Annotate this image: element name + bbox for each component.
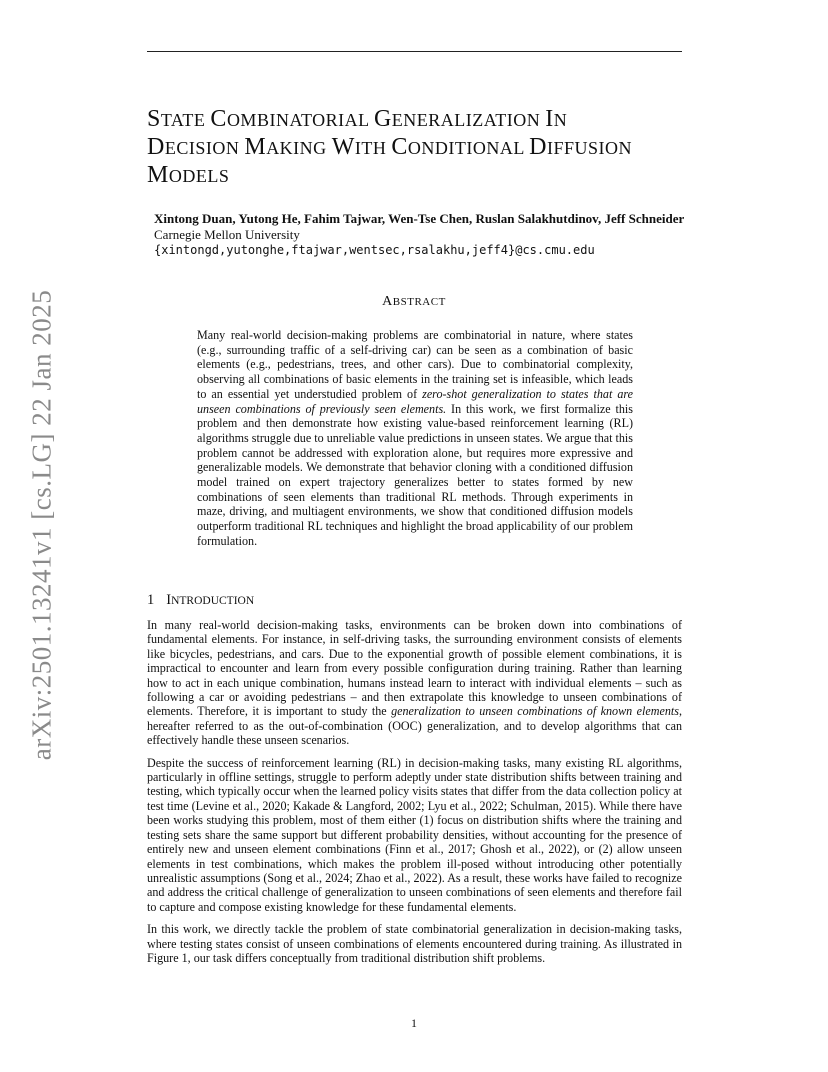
title-segment: AKING [266,138,332,158]
intro-p1-text: In many real-world decision-making tasks, environments can be broken down into combinations of fundamental elements. For instance, in self-driving tasks, the surrounding environment consists of elements like bicycles, pedestrians, and cars. Due to the exponential growth of possible element combinations, it is impractical to encounter and learn from every possible configuration during training. Rather than learning how to act in each unique combination, humans instead learn to interact with individual elements – such as following a car or avoiding pedestrians – and then extrapolate this knowledge to unseen combinations of elements. Therefore, it is important to study the [147,618,682,719]
abstract-heading [0,294,828,310]
section-title-rest: NTRODUCTION [171,595,255,607]
section-number: 1 [147,592,155,608]
title-segment: OMBINATORIAL [226,110,374,130]
title-segment: TATE [160,110,211,130]
title-segment: ENERALIZATION [391,110,546,130]
introduction-body [147,618,682,973]
intro-p1-text-continued: , hereafter referred to as the out-of-combination (OOC) generalization, and to develop algorithms that can effectively handle these unseen scenarios. [147,704,682,748]
author-emails: {xintongd,yutonghe,ftajwar,wentsec,rsalakhu,jeff4}@cs.cmu.edu [154,243,595,257]
abstract-text-continued: In this work, we first formalize this problem and then demonstrate how existing value-based reinforcement learning (RL) algorithms struggle due to unreliable value predictions in unseen states. We argue that this problem cannot be addressed with exploration alone, but requires more expressive and generalizable models. We demonstrate that behavior cloning with a conditioned diffusion model trained on expert trajectory generalizes better to states formed by new combinations of seen elements than traditional RL methods. Through experiments in maze, driving, and multiagent environments, we show that conditioned diffusion models outperform traditional RL techniques and highlight the broad applicability of our problem formulation. [197,401,633,548]
title-line [147,162,707,190]
title-line [147,106,707,134]
title-segment: I [545,106,554,132]
intro-p1-emphasis: generalization to unseen combinations of known elements [391,704,679,719]
intro-paragraph-3: In this work, we directly tackle the problem of state combinatorial generalization in decision-making tasks, where testing states consist of unseen combinations of elements encountered during training. As illustrated in Figure 1, our task differs conceptually from traditional distribution shift problems. [147,922,682,965]
paper-title [147,106,707,190]
title-segment: C [210,106,227,132]
abstract [197,328,633,549]
title-segment: IFFUSION [547,138,633,158]
abstract-text: Many real-world decision-making problems are combinatorial in nature, where states (e.g., surrounding traffic of a self-driving car) can be seen as a combination of basic elements (e.g., pedestrians, trees, and other cars). Due to combinatorial complexity, observing all combinations of basic elements in the training set is infeasible, which leads to an essential yet understudied problem of [197,328,633,401]
title-segment: ITH [354,138,392,158]
title-segment: N [553,110,568,130]
section-heading-introduction [147,592,254,609]
title-segment: D [147,134,165,160]
title-segment: M [244,134,267,160]
title-segment: ECISION [164,138,245,158]
title-segment: W [331,134,355,160]
section-title-cap: I [166,592,172,608]
title-segment: ONDITIONAL [407,138,530,158]
arxiv-identifier-stamp: arXiv:2501.13241v1 [cs.LG] 22 Jan 2025 [26,289,57,761]
page-number: 1 [411,1016,417,1030]
affiliation: Carnegie Mellon University [154,227,300,242]
top-rule [147,51,682,52]
abstract-paragraph [197,328,633,549]
abstract-heading-cap: A [382,294,393,309]
title-line [147,134,707,162]
title-segment: C [391,134,408,160]
author-list: Xintong Duan, Yutong He, Fahim Tajwar, Wen-Tse Chen, Ruslan Salakhutdinov, Jeff Schneider [154,211,685,226]
intro-paragraph-1 [147,618,682,748]
title-segment: M [147,162,169,188]
abstract-heading-rest: BSTRACT [392,296,446,308]
title-segment: S [147,106,161,132]
title-segment: G [373,106,392,132]
abstract-emphasis: zero-shot generalization to states that are unseen combinations of previously seen elements. [197,386,633,416]
intro-paragraph-2: Despite the success of reinforcement learning (RL) in decision-making tasks, many existing RL algorithms, particularly in offline settings, struggle to perform adeptly under state distribution shifts between training and testing, which typically occur when the learned policy visits states that differ from the data collection policy at test time (Levine et al., 2020; Kakade & Langford, 2002; Lyu et al., 2022; Schulman, 2015). While there have been works studying this problem, most of them either (1) focus on distribution shifts where the training and testing sets share the same support but different probability densities, without accounting for the presence of entirely new and unseen element combinations (Finn et al., 2017; Ghosh et al., 2022), or (2) allow unseen elements in test combinations, which makes the problem ill-posed without introducing other potentially unrealistic assumptions (Song et al., 2024; Zhao et al., 2022). As a result, these works have failed to recognize and address the critical challenge of generalization to unseen combinations of seen elements and therefore fail to capture and compose existing knowledge for these fundamental elements. [147,755,682,914]
title-segment: ODELS [168,166,230,186]
title-segment: D [529,134,548,160]
